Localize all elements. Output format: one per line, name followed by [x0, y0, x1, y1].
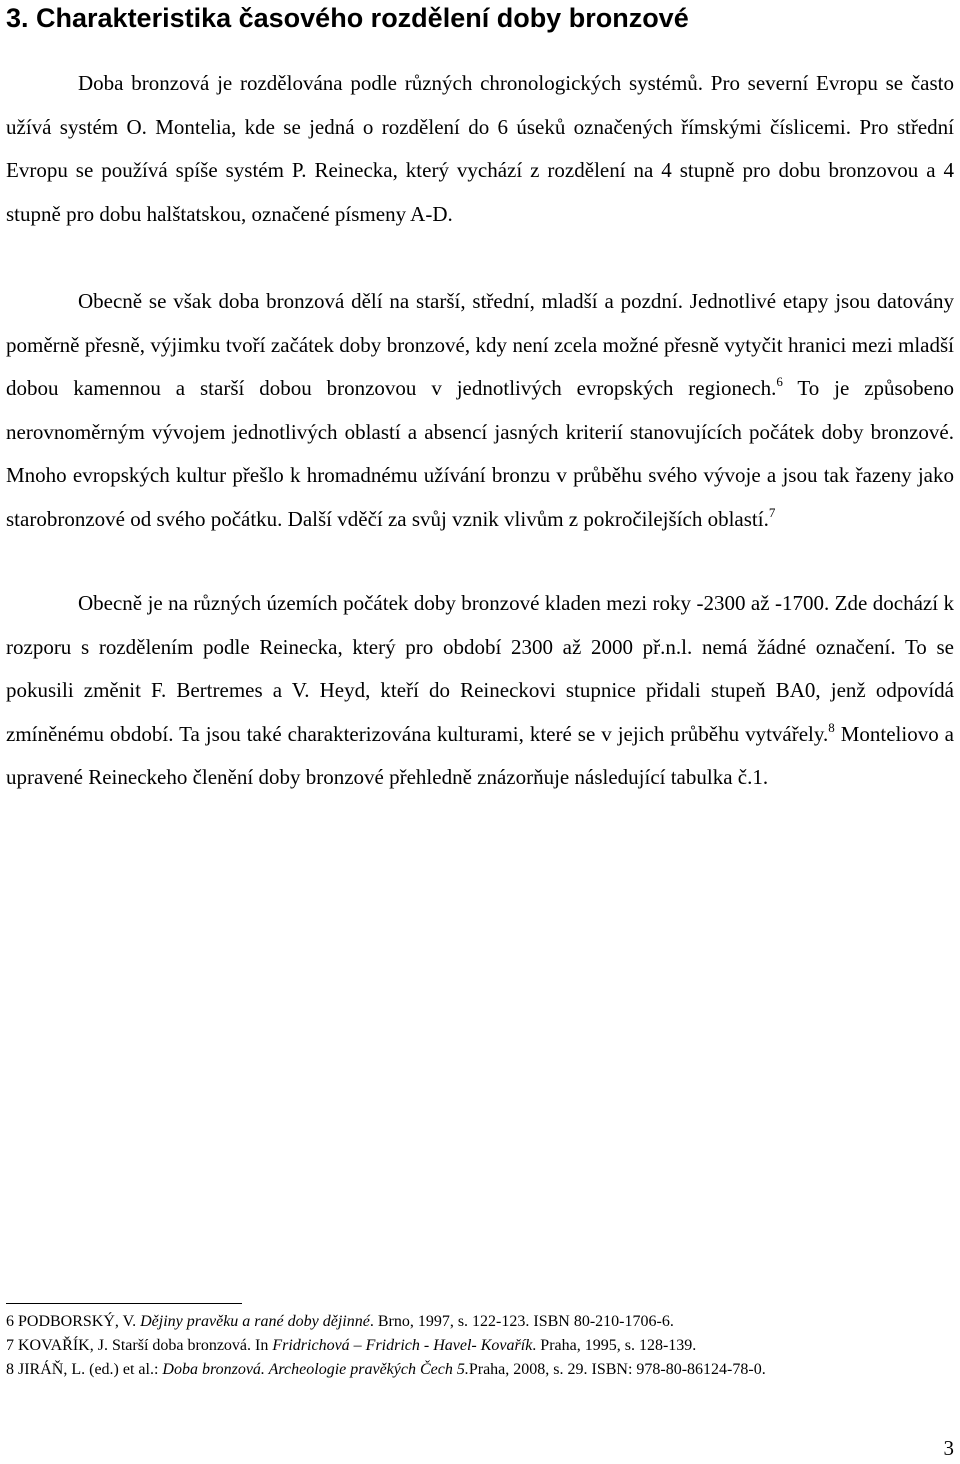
- footnote-6: [6, 1310, 946, 1334]
- page-number: 3: [943, 1436, 954, 1460]
- footnote-8: [6, 1358, 946, 1382]
- footnote-text: 6 PODBORSKÝ, V.: [6, 1313, 141, 1330]
- footnote-text: 7 KOVAŘÍK, J. Starší doba bronzová. In: [6, 1337, 273, 1354]
- footnote-7: [6, 1334, 946, 1358]
- paragraph-text: Monteliovo a upravené Reineckeho členění doby bronzové přehledně znázorňuje následující tabulka č.1.: [6, 721, 955, 789]
- footnote-text: . Praha, 1995, s. 128-139.: [532, 1337, 697, 1354]
- paragraph-text: Obecně se však doba bronzová dělí na starší, střední, mladší a pozdní. Jednotlivé etapy jsou datovány poměrně přesně, výjimku tvoří začátek doby bronzové, kdy není zcela možné přesně vytyčit hranici mezi mladší dobou kamennou a starší dobou bronzovou v jednotlivých evropských regionech.: [6, 289, 954, 400]
- footnote-title: Doba bronzová. Archeologie pravěkých Čech 5.: [162, 1361, 469, 1378]
- footnote-reference: 6: [776, 374, 783, 389]
- paragraph-text: Obecně je na různých územích počátek doby bronzové kladen mezi roky -2300 až -1700. Zde dochází k rozporu s rozdělením podle Reinecka, který pro období 2300 až 2000 př.n.l. nemá žádné označení. To se pokusili změnit F. Bertremes a V. Heyd, kteří do Reineckovi stupnice přidali stupeň BA0, jenž odpovídá zmíněnému období. Ta jsou také charakterizována kulturami, které se v jejich průběhu vytvářely.: [6, 591, 954, 746]
- paragraph-chronology-systems: Doba bronzová je rozdělována podle různých chronologických systémů. Pro severní Evropu se často užívá systém O. Montelia, kde se jedná o rozdělení do 6 úseků označených římskými číslicemi. Pro střední Evropu se používá spíše systém P. Reinecka, který vychází z rozdělení na 4 stupně pro dobu bronzovou a 4 stupně pro dobu halštatskou, označené písmeny A-D.: [6, 71, 954, 226]
- paragraph-dating: [6, 582, 954, 800]
- footnotes: [6, 1310, 946, 1382]
- page-title: 3. Charakteristika časového rozdělení doby bronzové: [6, 3, 689, 33]
- footnote-text: . Brno, 1997, s. 122-123. ISBN 80-210-1706-6.: [369, 1313, 674, 1330]
- paragraph-periods: [6, 280, 954, 541]
- footnote-text: Praha, 2008, s. 29. ISBN: 978-80-86124-78-0.: [468, 1361, 766, 1378]
- footnote-text: 8 JIRÁŇ, L. (ed.) et al.:: [6, 1361, 163, 1378]
- footnote-title: Fridrichová – Fridrich - Havel- Kovařík: [272, 1337, 533, 1354]
- footnote-reference: 8: [828, 719, 835, 735]
- footnote-separator: [6, 1303, 242, 1304]
- paragraph-text: To je způsobeno nerovnoměrným vývojem jednotlivých oblastí a absencí jasných kriterií stanovujících počátek doby bronzové. Mnoho evropských kultur přešlo k hromadnému užívání bronzu v průběhu svého vývoje a jsou tak řazeny jako starobronzové od svého počátku. Další vděčí za svůj vznik vlivům z pokročilejších oblastí.: [6, 376, 955, 531]
- footnote-reference: 7: [768, 504, 776, 520]
- footnote-title: Dějiny pravěku a rané doby dějinné: [140, 1313, 370, 1330]
